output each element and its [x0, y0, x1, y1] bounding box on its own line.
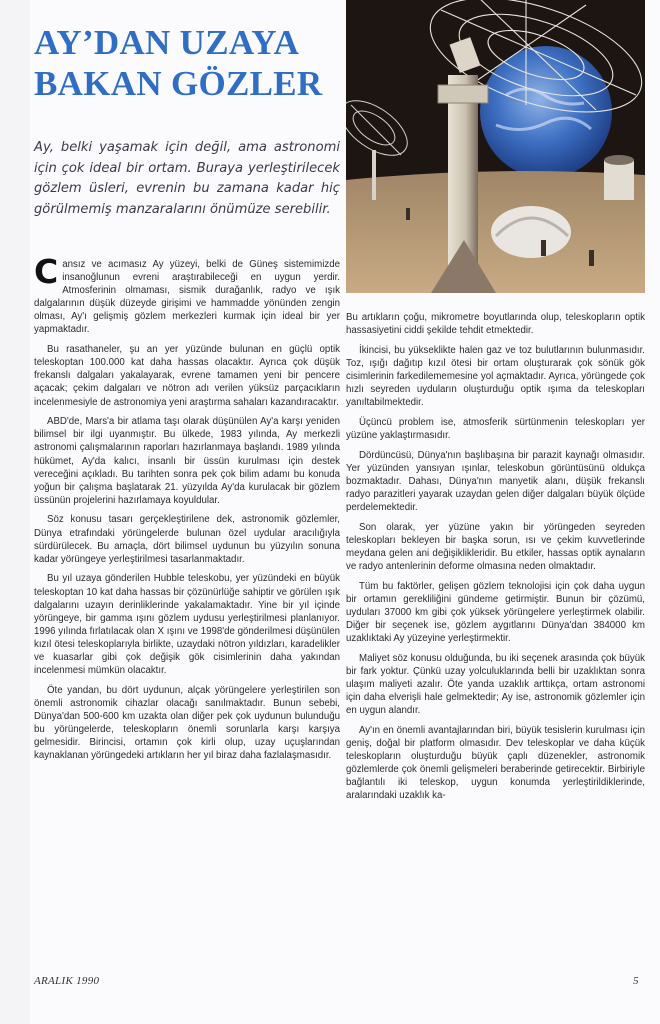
title-line-2: BAKAN GÖZLER: [34, 64, 323, 103]
paragraph: Üçüncü problem ise, atmosferik sürtünmenin teleskopları yer yüzüne yaklaştırmasıdır.: [346, 416, 645, 441]
illustration-artwork: [346, 0, 645, 293]
cylinder-telescope-icon: [604, 160, 634, 200]
drop-cap: C: [34, 252, 59, 291]
article-title: [34, 22, 344, 104]
article-column-right: [346, 311, 645, 809]
paragraph: [34, 252, 340, 337]
paragraph: Ay'ın en önemli avantajlarından biri, büyük tesislerin kurulması için geniş, doğal bir platform olmasıdır. Dev teleskoplar ve daha küçük teleskopların oluşturduğu büyük çaplı düzenekler, astronomik gözlemlerde çok önemli gelişmeleri beraberinde getirecektir. Birbiriyle bağlantılı iki teleskop, uygun konumda yerleştirildiklerinde, aralarındaki uzaklık ka-: [346, 724, 645, 802]
page-number: 5: [633, 975, 639, 987]
dome-icon: [491, 206, 571, 258]
paragraph: ABD'de, Mars'a bir atlama taşı olarak düşünülen Ay'a karşı yeniden bilimsel bir ilgi uyanmıştır. Bu ülkede, 1983 yılında, Ay merkezli astronomi çalışmalarının raporları hazırlanmaya başlandı. 1989 yılında hükümet, Ay'da kalıcı, insanlı bir üssün kurulması için destek vereceğini açıkladı. Bu tarihten sonra pek çok bilim adamı bu konuda yoğun bir çalışma başlatarak 21. yüzyılda Ay'da kurulacak bir gözlem üssünün projelerini hazırlamaya koyuldular.: [34, 416, 340, 506]
paragraph-text: ansız ve acımasız Ay yüzeyi, belki de Güneş sistemimizde insanoğlunun evreni araştırabileceği en uygun yerdir. Atmosferinin olmaması, sismik durağanlık, radyo ve ışık dalgalarının düşük düzeyde girişimi ve hammadde yönünden zengin olması, Ay'ı gelişmiş gözlem merkezleri kurmak için ideal bir yer yapmaktadır.: [34, 259, 340, 336]
paragraph: Dördüncüsü, Dünya'nın başlıbaşına bir parazit kaynağı olmasıdır. Yer yüzünden yansıyan ışınlar, teleskobun görüntüsünü oldukça bozmaktadır. Dahası, Dünya'nın manyetik alanı, düşük frekanslı radyo parazitleri yayarak uzaydan gelen diğer dalgaları büyük ölçüde perdelemektedir.: [346, 449, 645, 513]
lunar-observatory-illustration: [346, 0, 645, 293]
paragraph: Bu artıkların çoğu, mikrometre boyutlarında olup, teleskopların optik hassasiyetini ciddi şekilde tehdit etmektedir.: [346, 312, 645, 337]
article-lead: Ay, belki yaşamak için değil, ama astronomi için çok ideal bir ortam. Buraya yerleştirilecek gözlem üsleri, evrenin bu zamana kadar hiç görülmemiş manzaralarını önümüze serebilir.: [34, 140, 340, 217]
paragraph: Söz konusu tasarı gerçekleştirilene dek, astronomik gözlemler, Dünya etrafındaki yörüngelerde bulunan özel uydular aracılığıyla sürdürülecek. Bu amaçla, dört bilimsel uydunun bu yüzyılın sonuna kadar yörüngeye yerleştirilmesi tasarlanmaktadır.: [34, 514, 340, 565]
paragraph: Bu rasathaneler, şu an yer yüzünde bulunan en güçlü optik teleskoptan 100.000 kat daha hassas olacaktır. Ayrıca çok düşük frekanslı dalgaları yakalayarak, evrene tamamen yeni bir pencere açacak; çekim dalgaları ve nötron adı verilen yüksüz parçacıkların incelenmesiyle de astronomiya yeni araştırma sahaları kazandıracaktır.: [34, 344, 340, 408]
issue-date: ARALIK 1990: [34, 975, 100, 987]
paragraph: Son olarak, yer yüzüne yakın bir yörüngeden seyreden teleskopları bekleyen bir başka sorun, ısı ve çekim kuvvetlerinde meydana gelen ani değişiklikleridir. Bu etkiler, hassas optik aynaların ve radyo antenlerinin deforme olmasına neden olmaktadır.: [346, 521, 645, 572]
paragraph: İkincisi, bu yükseklikte halen gaz ve toz bulutlarının bulunmasıdır. Toz, ışığı dağıtıp kızıl ötesi bir ortam oluşturarak çok sönük gök cisimlerinin farkedilememesine yol açmaktadır. Ayrıca, yörüngede çok hızlı seyreden uyduların oluşturduğu optik ışıma da teleskopları yanıltabilmektedir.: [346, 344, 645, 409]
paragraph: Bu yıl uzaya gönderilen Hubble teleskobu, yer yüzündeki en büyük teleskoptan 10 kat daha hassas bir çözünürlüğe sahiptir ve görülen ışık dalgalarını uzayın derinliklerinde yakalamaktadır. Yine bir yıl içinde yörüngeye, bir gamma ışını gözlem uydusu yerleştirilmesi planlanıyor. 1996 yılında fırlatılacak olan X ışını ve 1998'de gönderilmesi düşünülen kızıl ötesi teleskoplarıyla birlikte, uzaydaki nötron yıldızları, karadelikler ve kuasarlar gibi çok değişik gök cisimlerinin daha yakından incelenmesi mümkün olacaktır.: [34, 573, 340, 677]
paragraph: Öte yandan, bu dört uydunun, alçak yörüngelere yerleştirilen son önemli astronomik cihazlar olacağı sanılmaktadır. Bunun sebebi, Dünya'dan 500-600 km uzakta olan diğer pek çok uydunun bulunduğu bu yörüngelerde, teleskopların önemli sorunlarla karşı karşıya gelmesidir. Birincisi, ortamın çok kirli olup, uzay uçuşlarından kaynaklanan yörüngedeki artıkların her yıl biraz daha fazlalaşmasıdır.: [34, 684, 340, 762]
paragraph: Maliyet söz konusu olduğunda, bu iki seçenek arasında çok büyük bir fark yoktur. Çünkü uzay yolculuklarında belli bir uzaklıktan sonra ulaşım maliyeti azalır. Öte yanda uzaklık arttıkça, ortam astronomi için daha elverişli hale gelmektedir; Ay ise, astronomik gözlemler için en uygun alandır.: [346, 652, 645, 717]
paragraph: Tüm bu faktörler, gelişen gözlem teknolojisi için çok daha uygun bir ortamın gerekliliğini gündeme getirmiştir. Bunun bir çözümü, uyduları 37000 km gibi çok yüksek yörüngelere yerleştirmek olabilir. Diğer bir seçenek ise, gözlem aygıtlarını Dünya'dan 384000 km uzaklıktaki Ay yüzeyine yerleştirmektir.: [346, 580, 645, 645]
article-column-left: [34, 252, 340, 769]
title-line-1: AY’DAN UZAYA: [34, 23, 300, 62]
